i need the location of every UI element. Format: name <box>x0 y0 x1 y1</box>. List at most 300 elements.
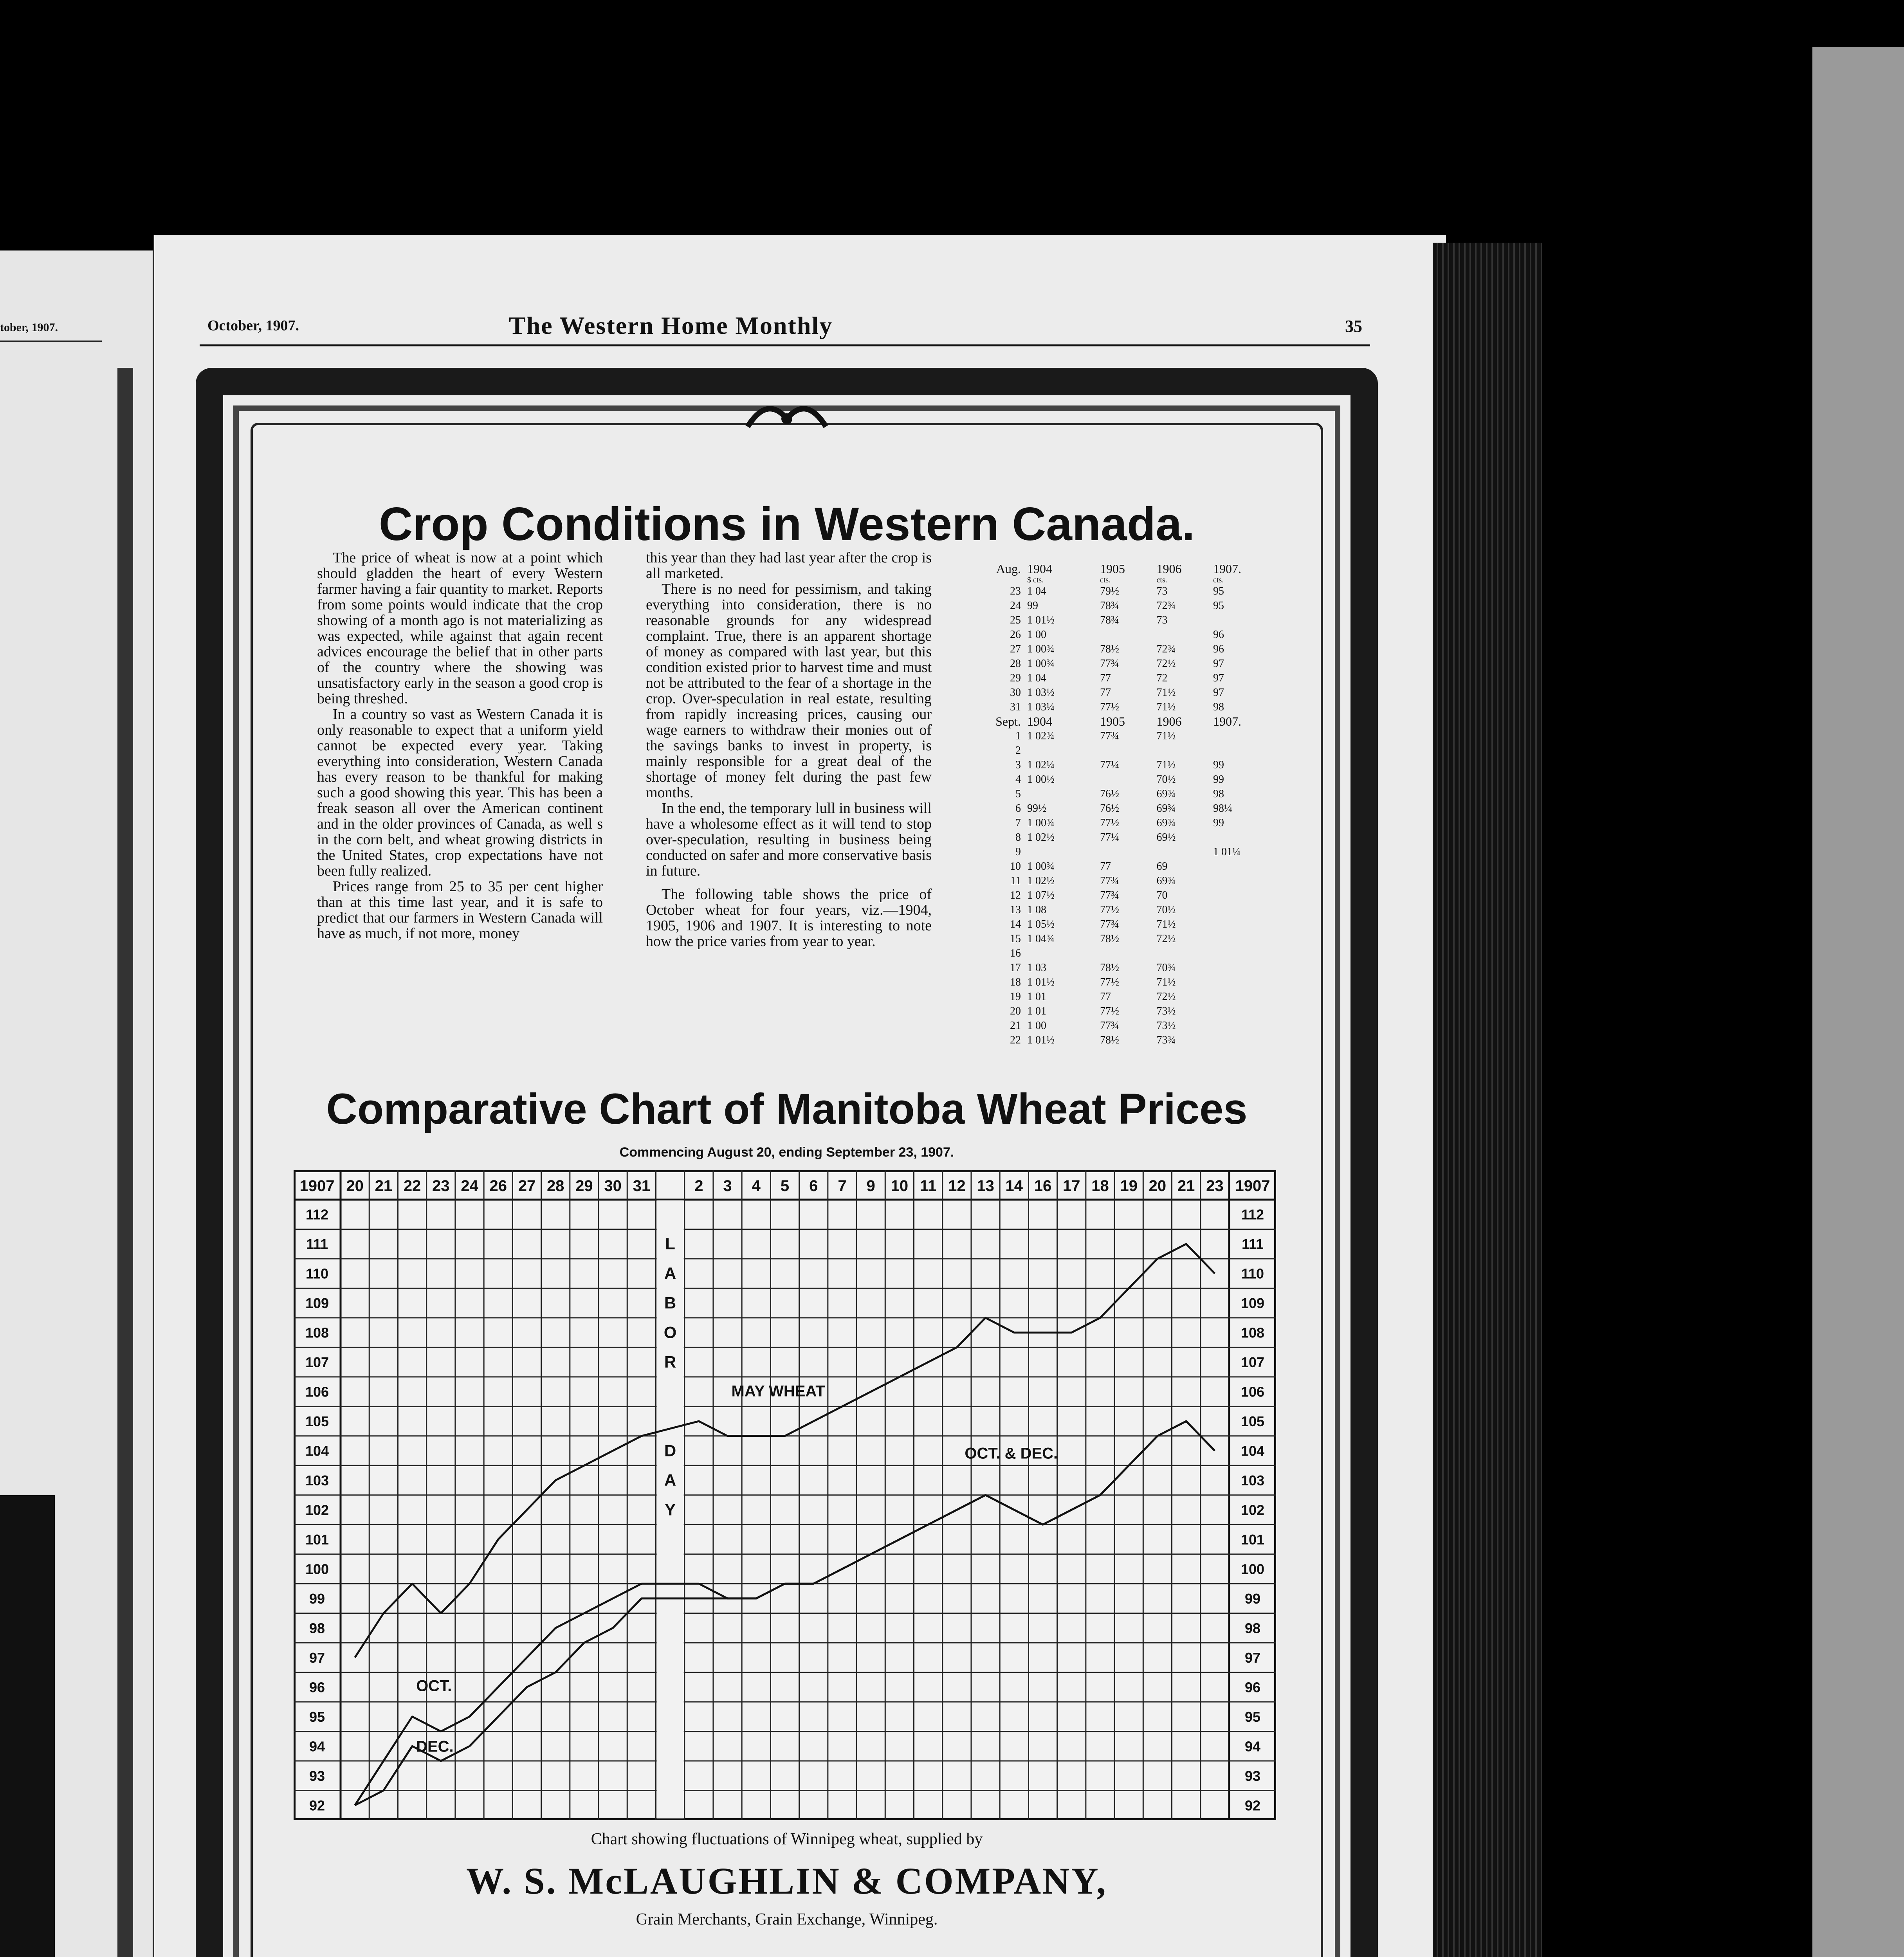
y-tick-label: 106 <box>1240 1384 1265 1400</box>
table-row <box>967 627 1272 642</box>
table-cell <box>1210 989 1272 1004</box>
y-tick-label: 109 <box>305 1295 329 1312</box>
table-cell: 70¾ <box>1156 962 1176 974</box>
table-cell: 95 <box>1213 585 1224 597</box>
table-cell: 77¾ <box>1100 889 1119 901</box>
table-cell: 99 <box>1213 759 1224 771</box>
x-tick-label: 27 <box>518 1177 536 1195</box>
paragraph: Prices range from 25 to 35 per cent higher than at this time last year, and it is safe to predict that our farmers in Western Canada will have as much, if not more, money <box>317 878 603 942</box>
table-cell: 8 <box>1015 831 1021 843</box>
left-page-black-panel <box>0 1495 55 1957</box>
y-tick-label: 103 <box>1240 1472 1265 1489</box>
table-cell: 79½ <box>1100 585 1119 597</box>
table-cell: 1 07½ <box>1027 889 1055 901</box>
table-cell: 1906 <box>1156 562 1182 576</box>
x-tick-label: 24 <box>461 1177 478 1195</box>
table-row <box>967 671 1272 685</box>
y-tick-label: 100 <box>1240 1561 1265 1577</box>
y-tick-label: 97 <box>1244 1649 1261 1666</box>
holiday-letter: L <box>665 1234 675 1253</box>
table-cell: 11 <box>1010 875 1021 887</box>
table-cell: 14 <box>1010 918 1021 930</box>
y-tick-label: 105 <box>1240 1413 1265 1430</box>
table-cell: cts. <box>1156 576 1167 584</box>
holiday-letter: R <box>664 1353 676 1371</box>
x-tick-label: 30 <box>604 1177 622 1195</box>
table-cell: 76½ <box>1100 788 1119 800</box>
table-header-row <box>967 714 1272 729</box>
y-tick-label: 102 <box>305 1502 329 1518</box>
paragraph: In the end, the temporary lull in business will have a wholesome effect as it will tend to stop over-speculation, resulting in business being conducted on safer and more conservative basis in future. <box>646 800 932 879</box>
table-units-row <box>967 576 1272 584</box>
annotation-dec: DEC. <box>416 1738 454 1755</box>
table-cell <box>1210 859 1272 874</box>
table-cell: 10 <box>1010 860 1021 872</box>
table-cell: 1905 <box>1100 562 1125 576</box>
table-cell: 99 <box>1213 773 1224 786</box>
x-tick-label: 3 <box>723 1177 732 1195</box>
table-cell: 1 01½ <box>1027 1034 1055 1046</box>
table-cell: 1 04¾ <box>1027 933 1055 945</box>
y-tick-label: 112 <box>305 1206 329 1223</box>
table-cell: 77¾ <box>1100 658 1119 670</box>
y-tick-label: 94 <box>1244 1738 1261 1755</box>
y-tick-label: 98 <box>309 1620 325 1636</box>
table-cell: 15 <box>1010 933 1021 945</box>
table-cell: cts. <box>1213 576 1224 584</box>
header-date: October, 1907. <box>207 317 299 334</box>
table-row <box>967 960 1272 975</box>
annotation-oct-dec: OCT. & DEC. <box>965 1445 1058 1462</box>
table-row <box>967 772 1272 787</box>
table-cell: 1904 <box>1027 562 1052 576</box>
x-tick-label: 5 <box>780 1177 790 1195</box>
holiday-letter: A <box>664 1471 676 1490</box>
table-cell: 5 <box>1015 788 1021 800</box>
y-tick-label: 109 <box>1240 1295 1265 1312</box>
table-cell: 1 <box>1015 730 1021 742</box>
table-cell: 1 04 <box>1027 672 1046 684</box>
table-cell: 1 02½ <box>1027 831 1055 843</box>
y-tick-label: 105 <box>305 1413 329 1430</box>
table-cell: 69¾ <box>1156 875 1176 887</box>
table-cell: 77¾ <box>1100 875 1119 887</box>
table-row <box>967 642 1272 656</box>
holiday-letter: D <box>664 1441 676 1460</box>
table-row <box>967 656 1272 671</box>
table-cell: 97 <box>1213 658 1224 670</box>
table-cell <box>1210 932 1272 946</box>
table-cell: 1 00¾ <box>1027 860 1055 872</box>
table-cell: 6 <box>1015 802 1021 815</box>
table-cell: 69¾ <box>1156 817 1176 829</box>
table-row <box>967 946 1272 960</box>
left-page <box>0 250 153 1957</box>
table-cell: 71½ <box>1156 976 1176 988</box>
table-cell: 24 <box>1010 600 1021 612</box>
table-cell: 23 <box>1010 585 1021 597</box>
table-cell: 73¾ <box>1156 1034 1176 1046</box>
table-cell: 9 <box>1015 846 1021 858</box>
table-cell: 77½ <box>1100 701 1119 713</box>
company-name: W. S. McLAUGHLIN & COMPANY, <box>466 1860 1107 1902</box>
x-tick-label: 13 <box>977 1177 994 1195</box>
table-cell: 1905 <box>1100 714 1125 728</box>
table-cell: 73 <box>1156 614 1168 626</box>
table-cell: 25 <box>1010 614 1021 626</box>
table-row <box>967 700 1272 714</box>
x-tick-label: 31 <box>633 1177 651 1195</box>
table-cell: 99 <box>1027 600 1038 612</box>
x-tick-label: 20 <box>1149 1177 1167 1195</box>
table-cell: 72¾ <box>1156 600 1176 612</box>
y-tick-label: 95 <box>1244 1708 1261 1725</box>
table-cell <box>1097 845 1154 859</box>
table-cell: 1907. <box>1213 714 1242 728</box>
x-tick-label: 26 <box>489 1177 507 1195</box>
y-tick-label: 111 <box>1241 1236 1264 1252</box>
y-tick-label: 96 <box>309 1679 325 1696</box>
y-tick-label: 110 <box>305 1265 329 1282</box>
y-tick-label: 94 <box>309 1738 325 1755</box>
table-row <box>967 613 1272 627</box>
y-tick-label: 100 <box>305 1561 329 1577</box>
x-tick-label: 14 <box>1005 1177 1023 1195</box>
x-tick-label: 20 <box>346 1177 364 1195</box>
table-cell: 73½ <box>1156 1005 1176 1017</box>
table-cell: 1 02¾ <box>1027 730 1055 742</box>
table-cell: 69¾ <box>1156 802 1176 815</box>
table-cell: 19 <box>1010 991 1021 1003</box>
y-tick-label: 104 <box>305 1443 329 1459</box>
table-cell: 73½ <box>1156 1020 1176 1032</box>
table-cell <box>1210 903 1272 917</box>
table-cell: 77 <box>1100 860 1111 872</box>
table-cell: 77 <box>1100 687 1111 699</box>
x-tick-label: 23 <box>1206 1177 1224 1195</box>
paragraph: In a country so vast as Western Canada it is only reasonable to expect that a uniform yield cannot be expected every year. Taking everything into consideration, Western Canada has every reason to be thankful for making such a good showing this year. This has been a freak season all over the American continent and in the older provinces of Canada, as well s in the corn belt, and wheat growing districts in the United States, crop expectations have not been fully realized. <box>317 706 603 879</box>
table-cell: 72½ <box>1156 933 1176 945</box>
y-tick-label: 108 <box>1240 1324 1265 1341</box>
table-cell: 78½ <box>1100 933 1119 945</box>
left-page-header: tober, 1907. <box>0 321 58 334</box>
table-cell: 30 <box>1010 687 1021 699</box>
table-cell: 71½ <box>1156 687 1176 699</box>
x-tick-label: 6 <box>809 1177 818 1195</box>
y-tick-label: 99 <box>309 1590 325 1607</box>
table-row <box>967 874 1272 888</box>
table-cell: 77¼ <box>1100 831 1119 843</box>
table-cell <box>1210 917 1272 932</box>
table-cell <box>1210 975 1272 989</box>
table-cell <box>1024 787 1097 801</box>
table-cell: 1 03½ <box>1027 687 1055 699</box>
y-tick-label: 95 <box>309 1708 325 1725</box>
table-cell: 70½ <box>1156 773 1176 786</box>
article-column-2 <box>646 550 932 949</box>
table-cell: 29 <box>1010 672 1021 684</box>
table-cell: 76½ <box>1100 802 1119 815</box>
table-cell <box>1210 830 1272 845</box>
table-cell: 28 <box>1010 658 1021 670</box>
y-tick-label: 92 <box>309 1797 325 1814</box>
table-row <box>967 685 1272 700</box>
magazine-title: The Western Home Monthly <box>509 312 833 339</box>
table-row <box>967 932 1272 946</box>
page-number: 35 <box>1345 317 1362 336</box>
table-cell: $ cts. <box>1027 576 1044 584</box>
chart-caption: Chart showing fluctuations of Winnipeg wheat, supplied by <box>591 1830 983 1848</box>
table-cell: 4 <box>1015 773 1021 786</box>
table-cell: 71½ <box>1156 759 1176 771</box>
table-cell: 1 02¼ <box>1027 759 1055 771</box>
table-row <box>967 743 1272 758</box>
table-cell: 18 <box>1010 976 1021 988</box>
table-cell: 77¼ <box>1100 759 1119 771</box>
table-row <box>967 801 1272 816</box>
table-cell: 96 <box>1213 629 1224 641</box>
table-cell: 1 08 <box>1027 904 1046 916</box>
y-tick-label: 99 <box>1244 1590 1261 1607</box>
table-cell: 78½ <box>1100 962 1119 974</box>
table-cell: 1 00¾ <box>1027 658 1055 670</box>
y-tick-label: 101 <box>1240 1531 1265 1548</box>
table-cell <box>1210 1004 1272 1018</box>
table-cell: 1 01½ <box>1027 976 1055 988</box>
table-cell: 69¾ <box>1156 788 1176 800</box>
table-cell: 72½ <box>1156 991 1176 1003</box>
paragraph: The price of wheat is now at a point which should gladden the heart of every Western farmer having a fair quantity to market. Reports from some points would indicate that the crop showing of a month ago is not materializing as was expected, while against that again recent advices encourage the belief that in other parts of the country where the showing was unsatisfactory early in the season a good crop is being threshed. <box>317 550 603 707</box>
holiday-letter: Y <box>665 1500 676 1519</box>
table-cell: 70½ <box>1156 904 1176 916</box>
table-cell: 1904 <box>1027 714 1052 728</box>
table-cell: 77¾ <box>1100 1020 1119 1032</box>
x-tick-label: 23 <box>432 1177 450 1195</box>
table-cell: 1 00½ <box>1027 773 1055 786</box>
y-tick-label: 102 <box>1240 1502 1265 1518</box>
table-cell: 1907. <box>1213 562 1242 576</box>
table-cell: 12 <box>1010 889 1021 901</box>
table-cell: 1 01 <box>1027 1005 1046 1017</box>
x-tick-label: 16 <box>1034 1177 1052 1195</box>
x-tick-label: 12 <box>948 1177 966 1195</box>
table-cell: 72¾ <box>1156 643 1176 655</box>
table-cell <box>1024 946 1097 960</box>
table-cell: 77½ <box>1100 817 1119 829</box>
table-cell <box>1154 946 1210 960</box>
table-cell <box>1097 946 1154 960</box>
x-tick-label: 11 <box>920 1177 937 1195</box>
table-cell: 78½ <box>1100 643 1119 655</box>
x-tick-label: 7 <box>838 1177 847 1195</box>
table-cell: 27 <box>1010 643 1021 655</box>
header-rule <box>200 344 1370 346</box>
table-cell: 77 <box>1100 991 1111 1003</box>
table-cell <box>1210 1033 1272 1047</box>
y-tick-label: 93 <box>1244 1768 1261 1784</box>
table-cell <box>1097 772 1154 787</box>
corner-year-label: 1907 <box>1235 1177 1270 1195</box>
table-cell: 97 <box>1213 687 1224 699</box>
table-cell <box>1097 627 1154 642</box>
table-cell: 72 <box>1156 672 1168 684</box>
table-cell <box>1210 1018 1272 1033</box>
table-cell: Sept. <box>995 714 1021 728</box>
y-tick-label: 110 <box>1241 1265 1264 1282</box>
table-row <box>967 787 1272 801</box>
table-cell: cts. <box>1100 576 1111 584</box>
y-tick-label: 111 <box>306 1236 328 1252</box>
table-cell: 22 <box>1010 1034 1021 1046</box>
table-cell: 71½ <box>1156 730 1176 742</box>
table-cell: 1 01¼ <box>1213 846 1241 858</box>
table-cell <box>967 576 1024 584</box>
table-header-row <box>967 562 1272 576</box>
y-tick-label: 104 <box>1240 1443 1265 1459</box>
holiday-letter: A <box>664 1264 676 1283</box>
left-page-rule <box>0 341 102 342</box>
x-tick-label: 18 <box>1091 1177 1109 1195</box>
y-tick-label: 107 <box>305 1354 329 1371</box>
x-tick-label: 19 <box>1120 1177 1138 1195</box>
chart-subtitle: Commencing August 20, ending September 23, 1907. <box>619 1145 954 1160</box>
table-cell: 13 <box>1010 904 1021 916</box>
table-cell: 1 01½ <box>1027 614 1055 626</box>
table-cell: 26 <box>1010 629 1021 641</box>
wheat-crest-icon <box>744 395 830 431</box>
table-row <box>967 989 1272 1004</box>
y-tick-label: 98 <box>1244 1620 1261 1636</box>
x-tick-label: 4 <box>752 1177 761 1195</box>
table-cell: Aug. <box>996 562 1021 576</box>
table-row <box>967 584 1272 598</box>
paragraph: There is no need for pessimism, and taking everything into consideration, there is no reasonable grounds for any widespread complaint. True, there is an apparent shortage of money as compared with last year, but this condition existed prior to harvest time and must not be attributed to the fear of a shortage in the crop. Over-speculation in real estate, resulting from rapidly increasing prices, causing our wage earners to withdraw their monies out of the savings banks to invest in property, is mainly responsible for a great deal of the shortage of money felt during the past few months. <box>646 581 932 801</box>
table-cell: 2 <box>1015 744 1021 757</box>
table-cell <box>1210 888 1272 903</box>
annotation-oct: OCT. <box>416 1677 452 1695</box>
table-cell <box>1154 845 1210 859</box>
paragraph: The following table shows the price of October wheat for four years, viz.—1904, 1905, 1906 and 1907. It is interesting to note how the price varies from year to year. <box>646 886 932 950</box>
table-row <box>967 598 1272 613</box>
table-row <box>967 1018 1272 1033</box>
table-cell <box>1210 946 1272 960</box>
x-tick-label: 21 <box>375 1177 393 1195</box>
table-row <box>967 903 1272 917</box>
table-cell: 71½ <box>1156 701 1176 713</box>
table-cell <box>1154 627 1210 642</box>
table-row <box>967 830 1272 845</box>
running-head <box>207 313 1362 344</box>
table-cell <box>1097 743 1154 758</box>
table-cell: 17 <box>1010 962 1021 974</box>
table-cell: 1 00¾ <box>1027 643 1055 655</box>
table-cell: 1 01 <box>1027 991 1046 1003</box>
table-row <box>967 729 1272 743</box>
paragraph: this year than they had last year after the crop is all marketed. <box>646 550 932 582</box>
table-cell: 7 <box>1015 817 1021 829</box>
table-cell: 1 00 <box>1027 629 1046 641</box>
table-cell: 95 <box>1213 600 1224 612</box>
table-cell: 70 <box>1156 889 1168 901</box>
table-row <box>967 888 1272 903</box>
wheat-price-chart <box>294 1170 1276 1820</box>
chart-title: Comparative Chart of Manitoba Wheat Prices <box>326 1085 1248 1133</box>
table-cell: 77¾ <box>1100 918 1119 930</box>
table-cell: 1 02½ <box>1027 875 1055 887</box>
table-cell <box>1210 960 1272 975</box>
article-title: Crop Conditions in Western Canada. <box>379 498 1195 550</box>
y-tick-label: 101 <box>305 1531 329 1548</box>
y-tick-label: 96 <box>1244 1679 1261 1696</box>
table-cell: 99½ <box>1027 802 1046 815</box>
article-column-1 <box>317 550 603 941</box>
table-cell: 20 <box>1010 1005 1021 1017</box>
y-tick-label: 108 <box>305 1324 329 1341</box>
table-cell: 77½ <box>1100 904 1119 916</box>
table-cell: 3 <box>1015 759 1021 771</box>
x-tick-label: 10 <box>891 1177 909 1195</box>
table-cell: 77 <box>1100 672 1111 684</box>
table-row <box>967 816 1272 830</box>
table-cell: 1 04 <box>1027 585 1046 597</box>
table-cell: 71½ <box>1156 918 1176 930</box>
x-tick-label: 17 <box>1063 1177 1080 1195</box>
x-tick-label: 28 <box>546 1177 564 1195</box>
table-cell: 77½ <box>1100 976 1119 988</box>
x-tick-label: 9 <box>866 1177 875 1195</box>
table-cell: 16 <box>1010 947 1021 959</box>
y-tick-label: 93 <box>309 1768 325 1784</box>
table-cell: 96 <box>1213 643 1224 655</box>
table-cell: 98 <box>1213 788 1224 800</box>
table-cell: 1 00 <box>1027 1020 1046 1032</box>
table-cell: 73 <box>1156 585 1168 597</box>
page-edges <box>1433 243 1542 1957</box>
film-strip <box>1812 47 1904 1957</box>
y-tick-label: 103 <box>305 1472 329 1489</box>
table-row <box>967 1004 1272 1018</box>
table-cell: 98¼ <box>1213 802 1233 815</box>
y-tick-label: 107 <box>1240 1354 1265 1371</box>
table-cell: 69½ <box>1156 831 1176 843</box>
table-cell: 1 03 <box>1027 962 1046 974</box>
table-cell: 78¾ <box>1100 600 1119 612</box>
table-cell: 69 <box>1156 860 1168 872</box>
table-row <box>967 1033 1272 1047</box>
table-cell <box>1210 743 1272 758</box>
table-row <box>967 845 1272 859</box>
table-cell <box>1024 743 1097 758</box>
table-cell: 77½ <box>1100 1005 1119 1017</box>
table-row <box>967 917 1272 932</box>
table-cell: 31 <box>1010 701 1021 713</box>
table-cell: 1 00¾ <box>1027 817 1055 829</box>
x-tick-label: 2 <box>694 1177 703 1195</box>
table-cell <box>1210 613 1272 627</box>
x-tick-label: 21 <box>1177 1177 1195 1195</box>
x-tick-label: 29 <box>575 1177 593 1195</box>
table-row <box>967 859 1272 874</box>
corner-year-label: 1907 <box>299 1177 335 1195</box>
table-cell: 99 <box>1213 817 1224 829</box>
holiday-letter: O <box>664 1323 677 1342</box>
x-tick-label: 22 <box>403 1177 421 1195</box>
y-tick-label: 112 <box>1241 1206 1264 1223</box>
table-cell <box>1210 729 1272 743</box>
table-cell: 1 03¼ <box>1027 701 1055 713</box>
table-cell: 77¾ <box>1100 730 1119 742</box>
holiday-letter: B <box>664 1294 676 1312</box>
